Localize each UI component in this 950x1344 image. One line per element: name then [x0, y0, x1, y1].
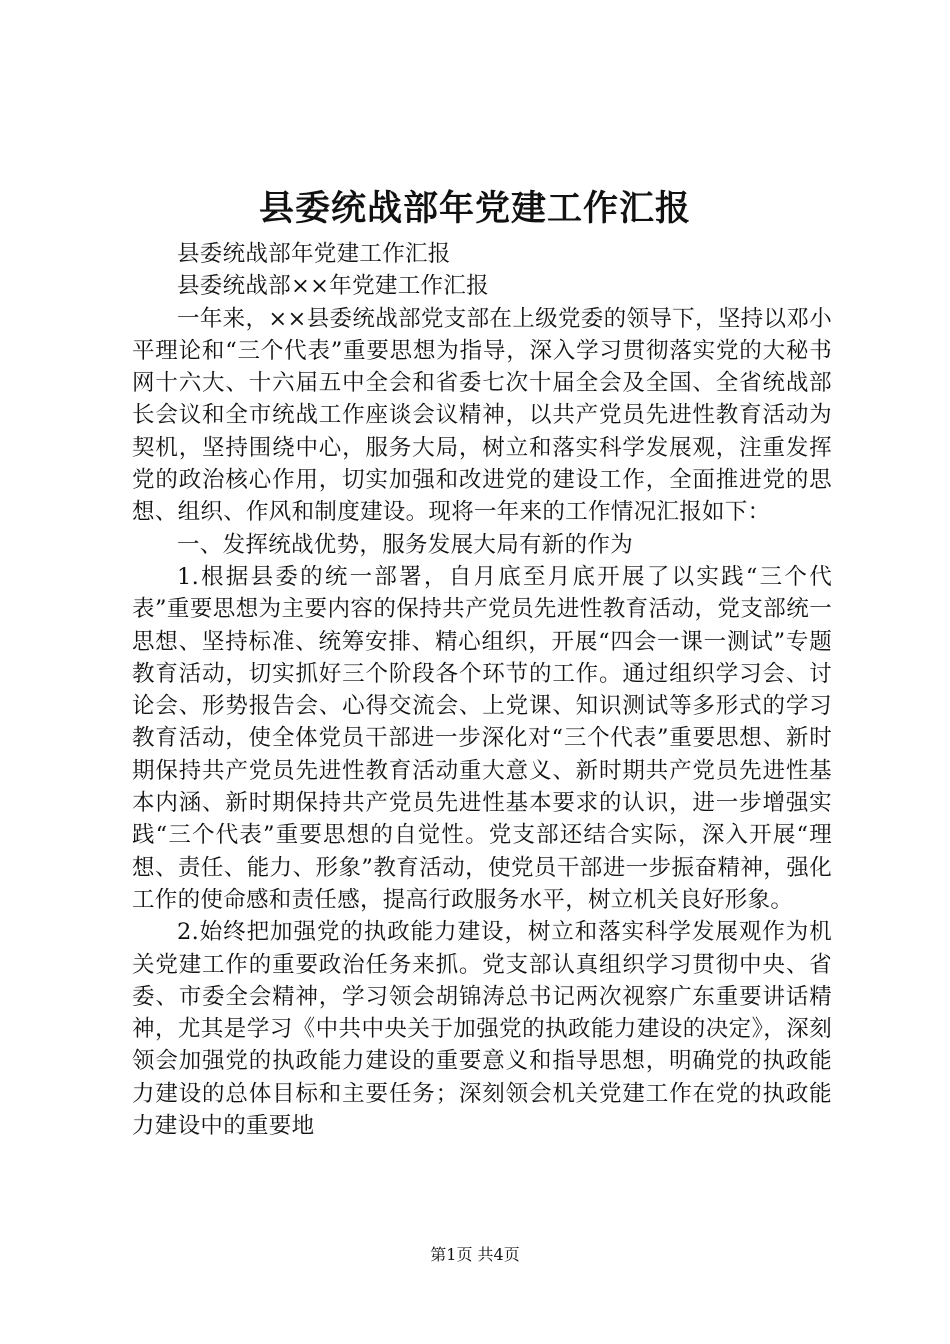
page-footer: 第1页 共4页: [430, 1245, 520, 1264]
document-body: [132, 238, 832, 1142]
paragraph-intro: 一年来，××县委统战部党支部在上级党委的领导下，坚持以邓小平理论和“三个代表”重要思想为指导，深入学习贯彻落实党的大秘书网十六大、十六届五中全会和省委七次十届全会及全国、全省统战部长会议和全市统战工作座谈会议精神，以共产党员先进性教育活动为契机，坚持围绕中心，服务大局，树立和落实科学发展观，注重发挥党的政治核心作用，切实加强和改进党的建设工作，全面推进党的思想、组织、作风和制度建设。现将一年来的工作情况汇报如下：: [132, 305, 832, 526]
document-title: 县委统战部年党建工作汇报: [258, 188, 691, 229]
paragraph-item-2: 2.始终把加强党的执政能力建设，树立和落实科学发展观作为机关党建工作的重要政治任务来抓。党支部认真组织学习贯彻中央、省委、市委全会精神，学习领会胡锦涛总书记两次视察广东重要讲话精神，尤其是学习《中共中央关于加强党的执政能力建设的决定》，深刻领会加强党的执政能力建设的重要意义和指导思想，明确党的执政能力建设的总体目标和主要任务；深刻领会机关党建工作在党的执政能力建设中的重要地: [132, 919, 832, 1140]
paragraph-subtitle: 县委统战部年党建工作汇报: [177, 241, 451, 267]
section-heading: 一、发挥统战优势，服务发展大局有新的作为: [177, 531, 634, 558]
paragraph-subtitle-year: 县委统战部××年党建工作汇报: [177, 273, 489, 300]
paragraph-item-1: 1.根据县委的统一部署，自月底至月底开展了以实践“三个代表”重要思想为主要内容的保持共产党员先进性教育活动，党支部统一思想、坚持标准、统筹安排、精心组织，开展“四会一课一测试”专题教育活动，切实抓好三个阶段各个环节的工作。通过组织学习会、讨论会、形势报告会、心得交流会、上党课、知识测试等多形式的学习教育活动，使全体党员干部进一步深化对“三个代表”重要思想、新时期保持共产党员先进性教育活动重大意义、新时期共产党员先进性基本内涵、新时期保持共产党员先进性基本要求的认识，进一步增强实践“三个代表”重要思想的自觉性。党支部还结合实际，深入开展“理想、责任、能力、形象”教育活动，使党员干部进一步振奋精神，强化工作的使命感和责任感，提高行政服务水平，树立机关良好形象。: [132, 563, 832, 913]
